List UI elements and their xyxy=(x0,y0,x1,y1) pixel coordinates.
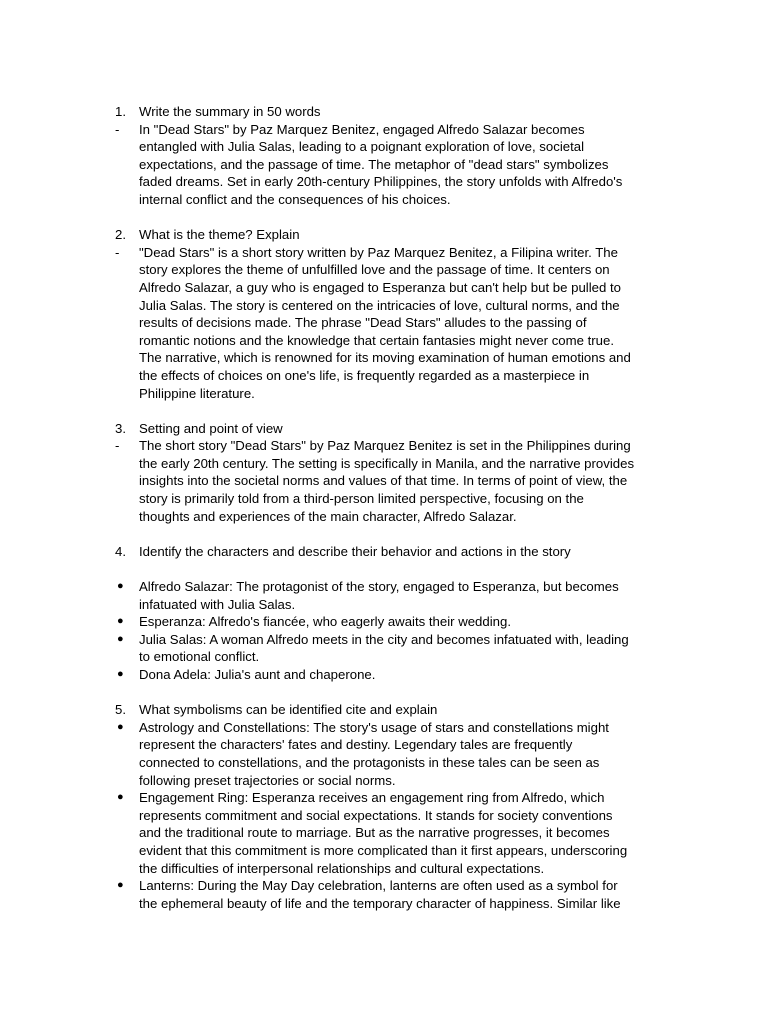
question-number: 4. xyxy=(115,543,126,559)
character-bullet xyxy=(115,631,685,666)
bullet-icon: ● xyxy=(117,632,124,645)
bullet-icon: ● xyxy=(117,720,124,733)
spacer xyxy=(115,560,685,578)
spacer xyxy=(115,684,685,702)
question-number: 5. xyxy=(115,702,126,718)
question-number: 2. xyxy=(115,227,126,243)
question-heading: Write the summary in 50 words xyxy=(139,104,321,119)
bullet-text: Dona Adela: Julia's aunt and chaperone. xyxy=(139,667,376,682)
question-heading: Identify the characters and describe their behavior and actions in the story xyxy=(139,543,571,559)
bullet-icon: ● xyxy=(117,580,124,593)
bullet-text: Julia Salas: A woman Alfredo meets in the city and becomes infatuated with, leading to emotional conflict. xyxy=(139,631,629,665)
question-heading: What symbolisms can be identified cite and explain xyxy=(139,702,438,718)
bullet-text: Lanterns: During the May Day celebration, lanterns are often used as a symbol for the ephemeral beauty of life and the temporary character of happiness. Similar like xyxy=(139,878,621,911)
character-bullet xyxy=(115,666,685,684)
symbolism-bullet xyxy=(115,719,685,789)
dash-marker: - xyxy=(115,121,120,137)
question-3 xyxy=(115,420,685,438)
character-bullet xyxy=(115,578,685,613)
question-2 xyxy=(115,226,685,244)
question-heading: What is the theme? Explain xyxy=(139,227,300,243)
bullet-text: Engagement Ring: Esperanza receives an engagement ring from Alfredo, which represents commitment and social expectations. It stands for society conventions and the traditional route to marriage. But as the narrative progresses, it becomes evident that this commitment is more complicated than it first appears, underscoring the difficulties of interpersonal relationships and cultural expectations. xyxy=(139,790,628,876)
bullet-text: Astrology and Constellations: The story's usage of stars and constellations might represent the characters' fates and destiny. Legendary tales are frequently connected to constellations, and the protagonists in these tales can be seen as following preset trajectories or social norms. xyxy=(139,719,609,788)
question-4 xyxy=(115,543,685,561)
spacer xyxy=(115,525,685,543)
question-number: 1. xyxy=(115,104,126,119)
question-1 xyxy=(115,103,685,121)
symbolism-bullet xyxy=(115,877,685,912)
bullet-icon: ● xyxy=(117,791,124,804)
character-bullet xyxy=(115,613,685,631)
question-5 xyxy=(115,701,685,719)
question-heading: Setting and point of view xyxy=(139,420,283,436)
bullet-icon: ● xyxy=(117,879,124,892)
bullet-icon: ● xyxy=(117,615,124,628)
symbolism-bullet xyxy=(115,789,685,877)
answer-text: "Dead Stars" is a short story written by Paz Marquez Benitez, a Filipina writer. The story explores the theme of unfulfilled love and the passage of time. It centers on Alfredo Salazar, a guy who is engaged to Esperanza but can't help but be pulled to Julia Salas. The story is centered on the intricacies of love, cultural norms, and the results of decisions made. The phrase "Dead Stars" alludes to the passing of romantic notions and the knowledge that certain fantasies might never come true. The narrative, which is renowned for its moving examination of human emotions and the effects of choices on one's life, is frequently regarded as a masterpiece in Philippine literature. xyxy=(139,244,631,401)
document-content xyxy=(115,103,685,912)
spacer xyxy=(115,402,685,420)
answer-1 xyxy=(115,121,685,209)
question-number: 3. xyxy=(115,420,126,436)
spacer xyxy=(115,209,685,227)
bullet-text: Esperanza: Alfredo's fiancée, who eagerly awaits their wedding. xyxy=(139,614,511,630)
answer-text: In "Dead Stars" by Paz Marquez Benitez, engaged Alfredo Salazar becomes entangled with Julia Salas, leading to a poignant exploration of love, societal expectations, and the passage of time. The metaphor of "dead stars" symbolizes faded dreams. Set in early 20th-century Philippines, the story unfolds with Alfredo's internal conflict and the consequences of his choices. xyxy=(139,121,623,207)
dash-marker: - xyxy=(115,244,120,260)
answer-text: The short story "Dead Stars" by Paz Marquez Benitez is set in the Philippines during the early 20th century. The setting is specifically in Manila, and the narrative provides insights into the societal norms and values of that time. In terms of point of view, the story is primarily told from a third-person limited perspective, focusing on the thoughts and experiences of the main character, Alfredo Salazar. xyxy=(139,438,635,524)
dash-marker: - xyxy=(115,438,120,454)
bullet-text: Alfredo Salazar: The protagonist of the story, engaged to Esperanza, but becomes infatuated with Julia Salas. xyxy=(139,579,619,612)
answer-2 xyxy=(115,244,685,402)
bullet-icon: ● xyxy=(117,668,124,680)
answer-3 xyxy=(115,437,685,525)
